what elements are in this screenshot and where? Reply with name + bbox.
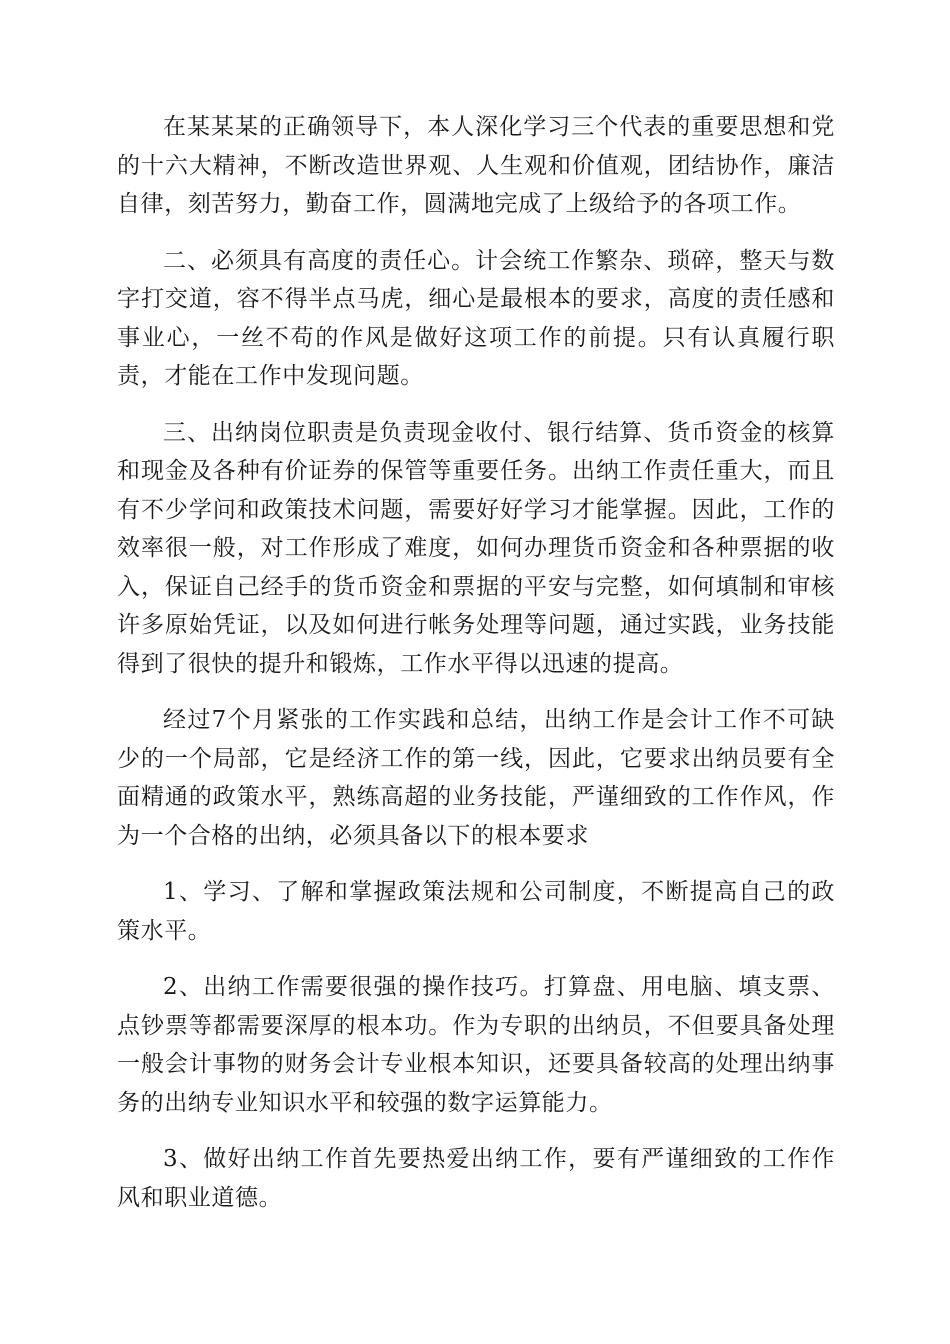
paragraph-intro: 在某某某的正确领导下，本人深化学习三个代表的重要思想和党的十六大精神，不断改造世界观、人生观和价值观，团结协作，廉洁自律，刻苦努力，勤奋工作，圆满地完成了上级给予的各项工作。 bbox=[117, 114, 835, 217]
paragraph-section-3: 三、出纳岗位职责是负责现金收付、银行结算、货币资金的核算和现金及各种有价证券的保管等重要任务。出纳工作责任重大，而且有不少学问和政策技术问题，需要好好学习才能掌握。因此，工作的效率很一般，对工作形成了难度，如何办理货币资金和各种票据的收入，保证自己经手的货币资金和票据的平安与完整，如何填制和审核许多原始凭证，以及如何进行帐务处理等问题，通过实践，业务技能得到了很快的提升和锻炼，工作水平得以迅速的提高。 bbox=[117, 419, 835, 677]
paragraph-summary: 经过7个月紧张的工作实践和总结，出纳工作是会计工作不可缺少的一个局部，它是经济工作的第一线，因此，它要求出纳员要有全面精通的政策水平，熟练高超的业务技能，严谨细致的工作作风，作为一个合格的出纳，必须具备以下的根本要求 bbox=[117, 707, 835, 849]
paragraph-item-1: 1、学习、了解和掌握政策法规和公司制度，不断提高自己的政策水平。 bbox=[117, 879, 835, 944]
paragraph-item-3: 3、做好出纳工作首先要热爱出纳工作，要有严谨细致的工作作风和职业道德。 bbox=[117, 1146, 835, 1211]
paragraph-section-2: 二、必须具有高度的责任心。计会统工作繁杂、琐碎，整天与数字打交道，容不得半点马虎，细心是最根本的要求，高度的责任感和事业心，一丝不苟的作风是做好这项工作的前提。只有认真履行职责，才能在工作中发现问题。 bbox=[117, 247, 835, 389]
document-body bbox=[117, 108, 835, 1235]
paragraph-item-2: 2、出纳工作需要很强的操作技巧。打算盘、用电脑、填支票、点钞票等都需要深厚的根本功。作为专职的出纳员，不但要具备处理一般会计事物的财务会计专业根本知识，还要具备较高的处理出纳事务的出纳专业知识水平和较强的数字运算能力。 bbox=[117, 974, 835, 1116]
